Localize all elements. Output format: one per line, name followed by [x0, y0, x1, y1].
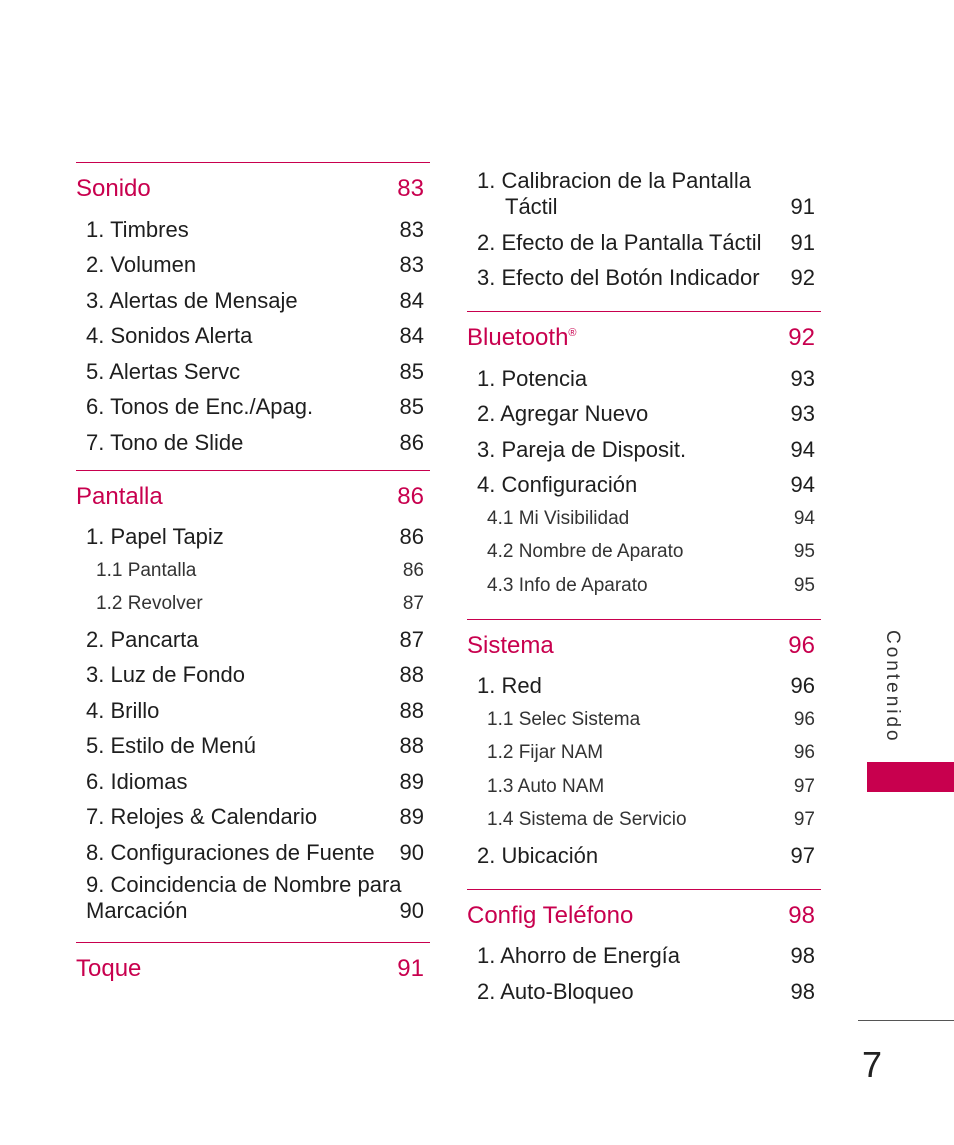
toc-section-bluetooth	[467, 311, 821, 619]
toc-entry[interactable]	[467, 427, 821, 463]
section-title: Toque	[76, 954, 142, 982]
entry-page: 97	[793, 775, 815, 797]
entry-page: 93	[790, 365, 815, 391]
toc-section-config-telefono	[467, 889, 821, 1005]
entry-page: 87	[399, 626, 424, 652]
section-page: 92	[788, 324, 815, 351]
entry-page: 89	[399, 768, 424, 794]
section-title: Config Teléfono	[467, 901, 634, 929]
toc-subentry[interactable]	[467, 498, 821, 532]
entry-label: 7. Relojes & Calendario	[86, 804, 318, 829]
entry-label: 1. Calibracion de la Pantalla	[477, 168, 751, 193]
entry-label: 3. Pareja de Disposit.	[477, 436, 687, 462]
entry-label: 1.1 Pantalla	[96, 559, 197, 581]
entry-label: 2. Efecto de la Pantalla Táctil	[477, 229, 762, 255]
entry-label: 6. Tonos de Enc./Apag.	[86, 394, 314, 419]
registered-mark: ®	[568, 327, 577, 339]
entry-label: 5. Estilo de Menú	[86, 733, 256, 758]
entry-page: 94	[793, 507, 815, 529]
toc-entry[interactable]	[467, 969, 821, 1005]
entry-label: 7. Tono de Slide	[86, 429, 244, 455]
toc-entry[interactable]	[467, 664, 821, 700]
entry-page: 84	[399, 323, 424, 348]
entry-label: 1.1 Selec Sistema	[487, 708, 641, 730]
toc-subentry[interactable]	[467, 766, 821, 800]
section-heading[interactable]	[467, 620, 821, 660]
toc-entry[interactable]	[76, 653, 430, 689]
entry-label: 4.2 Nombre de Aparato	[487, 541, 684, 562]
toc-column-right	[467, 168, 821, 1005]
toc-entry[interactable]	[467, 256, 821, 292]
toc-subentry[interactable]	[467, 565, 821, 599]
entry-label-continued: Marcación	[86, 897, 188, 923]
entry-page: 95	[793, 574, 815, 596]
entry-page: 85	[399, 358, 424, 384]
section-page: 96	[788, 631, 815, 659]
toc-subentry[interactable]	[467, 532, 821, 566]
section-title: Sistema	[467, 631, 554, 659]
entry-label: 3. Efecto del Botón Indicador	[477, 265, 760, 290]
section-page: 86	[397, 482, 424, 510]
entry-label: 2. Agregar Nuevo	[477, 401, 649, 426]
entry-page: 86	[399, 524, 424, 549]
toc-section-pantalla	[76, 470, 430, 942]
entry-page: 91	[790, 194, 815, 219]
toc-subentry[interactable]	[76, 550, 430, 584]
toc-entry[interactable]	[76, 207, 430, 243]
entry-label: 4. Sonidos Alerta	[86, 323, 253, 348]
toc-entry[interactable]	[76, 515, 430, 551]
toc-entry[interactable]	[76, 617, 430, 653]
entry-page: 90	[399, 897, 424, 923]
side-tab-marker	[867, 762, 954, 792]
toc-section-sistema	[467, 619, 821, 889]
entry-label: 5. Alertas Servc	[86, 358, 241, 384]
entry-page: 87	[402, 593, 424, 614]
entry-page: 97	[790, 842, 815, 868]
toc-entry[interactable]	[467, 833, 821, 869]
entry-label: 1. Timbres	[86, 216, 189, 242]
section-title: Bluetooth	[467, 324, 569, 351]
entry-page: 83	[399, 252, 424, 277]
page-number-rule	[858, 1020, 954, 1021]
entry-page: 94	[790, 436, 815, 462]
entry-page: 88	[399, 733, 424, 758]
entry-label: 6. Idiomas	[86, 768, 188, 794]
section-heading[interactable]	[467, 890, 821, 930]
entry-label: 4.1 Mi Visibilidad	[487, 507, 630, 529]
toc-entry[interactable]	[76, 688, 430, 724]
entry-page: 92	[790, 265, 815, 290]
toc-column-left	[76, 162, 430, 987]
entry-label: 1.2 Fijar NAM	[487, 742, 604, 763]
entry-page: 88	[399, 662, 424, 687]
entry-label: 8. Configuraciones de Fuente	[86, 839, 375, 865]
toc-entry[interactable]	[76, 795, 430, 831]
toc-entry[interactable]	[467, 220, 821, 256]
entry-label: 1. Potencia	[477, 365, 588, 391]
entry-label: 4. Configuración	[477, 472, 638, 497]
section-heading[interactable]	[76, 163, 430, 203]
entry-label: 1.2 Revolver	[96, 593, 203, 614]
entry-page: 86	[399, 429, 424, 455]
toc-entry[interactable]	[467, 934, 821, 970]
entry-page: 84	[399, 287, 424, 313]
toc-section-toque-items	[467, 168, 821, 311]
toc-subentry[interactable]	[467, 733, 821, 767]
toc-section-toque	[76, 942, 430, 983]
entry-page: 96	[793, 742, 815, 763]
toc-entry[interactable]	[76, 724, 430, 760]
toc-entry[interactable]	[76, 314, 430, 350]
toc-section-sonido	[76, 162, 430, 470]
toc-entry[interactable]	[467, 168, 821, 220]
toc-entry[interactable]	[76, 278, 430, 314]
entry-label-continued: Táctil	[505, 194, 558, 219]
side-tab-label: Contenido	[882, 630, 903, 744]
entry-label: 2. Auto-Bloqueo	[477, 978, 634, 1004]
toc-entry[interactable]	[467, 392, 821, 428]
entry-label: 2. Volumen	[86, 252, 197, 277]
entry-label: 9. Coincidencia de Nombre para	[86, 871, 402, 897]
entry-page: 91	[790, 229, 815, 255]
section-title: Pantalla	[76, 482, 163, 510]
section-heading[interactable]	[76, 471, 430, 511]
toc-entry[interactable]	[76, 385, 430, 421]
toc-entry[interactable]	[76, 243, 430, 279]
section-page: 98	[788, 901, 815, 929]
toc-entry[interactable]	[76, 349, 430, 385]
section-page: 83	[397, 175, 424, 202]
entry-label: 4.3 Info de Aparato	[487, 574, 648, 596]
toc-entry[interactable]	[76, 759, 430, 795]
entry-page: 96	[793, 708, 815, 730]
entry-page: 93	[790, 401, 815, 426]
section-heading[interactable]	[76, 943, 430, 983]
entry-page: 83	[399, 216, 424, 242]
entry-page: 85	[399, 394, 424, 419]
entry-label: 3. Luz de Fondo	[86, 662, 246, 687]
entry-label: 4. Brillo	[86, 697, 160, 723]
entry-page: 97	[793, 809, 815, 830]
page-number: 7	[862, 1044, 883, 1085]
entry-label: 1. Red	[477, 673, 542, 698]
entry-page: 98	[790, 978, 815, 1004]
toc-entry[interactable]	[467, 463, 821, 499]
entry-page: 86	[402, 559, 424, 581]
entry-label: 2. Pancarta	[86, 626, 199, 652]
toc-entry[interactable]	[467, 356, 821, 392]
entry-page: 98	[790, 943, 815, 968]
section-page: 91	[397, 954, 424, 982]
entry-label: 1.4 Sistema de Servicio	[487, 809, 687, 830]
entry-label: 1. Ahorro de Energía	[477, 943, 681, 968]
entry-label: 1.3 Auto NAM	[487, 775, 605, 797]
toc-entry[interactable]	[76, 420, 430, 456]
entry-page: 88	[399, 697, 424, 723]
section-heading[interactable]	[467, 312, 821, 352]
toc-subentry[interactable]	[76, 584, 430, 618]
entry-label: 2. Ubicación	[477, 842, 599, 868]
entry-page: 94	[790, 472, 815, 497]
toc-entry[interactable]	[76, 866, 430, 924]
entry-label: 1. Papel Tapiz	[86, 524, 224, 549]
toc-subentry[interactable]	[467, 800, 821, 834]
entry-page: 95	[793, 541, 815, 562]
entry-page: 96	[790, 673, 815, 698]
entry-page: 90	[399, 839, 424, 865]
entry-label: 3. Alertas de Mensaje	[86, 287, 298, 313]
toc-subentry[interactable]	[467, 699, 821, 733]
toc-entry[interactable]	[76, 830, 430, 866]
section-title: Sonido	[76, 175, 151, 202]
entry-page: 89	[399, 804, 424, 829]
